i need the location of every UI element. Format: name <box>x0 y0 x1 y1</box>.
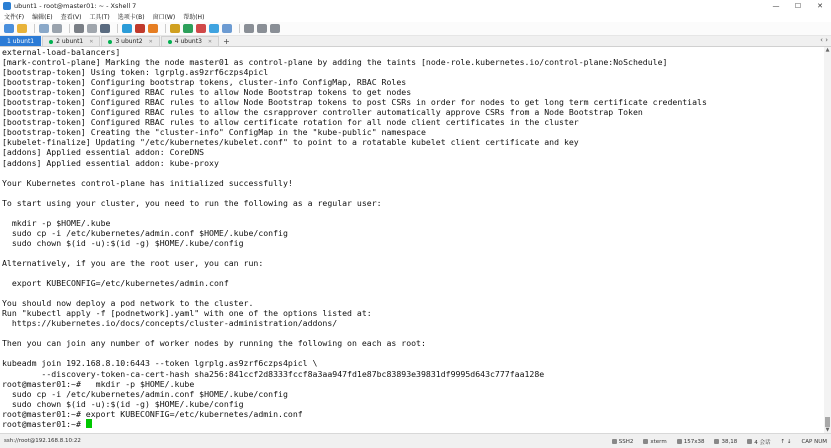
terminal-icon <box>643 439 648 444</box>
terminal-line: sudo cp -i /etc/kubernetes/admin.conf $HOME/.kube/config <box>2 388 288 399</box>
terminal-output[interactable] <box>0 47 824 433</box>
terminal-line: [bootstrap-token] Configured RBAC rules to allow Node Bootstrap tokens to post CSRs in order for nodes to get long term certificate credentials <box>2 97 707 108</box>
help-icon[interactable] <box>257 24 267 33</box>
tab-label: 2 ubunt1 <box>56 38 84 45</box>
disconnect-icon[interactable] <box>52 24 62 33</box>
terminal-line: [bootstrap-token] Using token: lgrplg.as9zrf6czps4picl <box>2 67 269 78</box>
menu-help[interactable]: 帮助(H) <box>183 14 205 21</box>
lock-icon <box>612 439 617 444</box>
color-scheme-icon[interactable] <box>148 24 158 33</box>
tab-nav-arrows-icon[interactable]: ‹ › <box>820 36 828 44</box>
minimize-button[interactable]: — <box>772 1 780 10</box>
terminal-line <box>2 328 824 338</box>
window-title: ubunt1 - root@master01: ~ - Xshell 7 <box>14 1 137 10</box>
menu-bar <box>0 11 831 22</box>
record-icon[interactable] <box>196 24 206 33</box>
terminal-line: mkdir -p $HOME/.kube <box>2 217 111 228</box>
status-right <box>602 434 827 448</box>
terminal-line: [bootstrap-token] Configured RBAC rules to allow certificate rotation for all node client certificates in the cluster <box>2 117 579 128</box>
terminal-scrollbar[interactable] <box>824 47 831 433</box>
terminal-line: sudo cp -i /etc/kubernetes/admin.conf $HOME/.kube/config <box>2 227 288 238</box>
terminal-line: [mark-control-plane] Marking the node master01 as control-plane by adding the taints [node-role.kubernetes.io/control-plane:NoSchedule] <box>2 57 668 68</box>
find-icon[interactable] <box>100 24 110 33</box>
close-button[interactable]: ✕ <box>817 1 823 10</box>
cursor-icon <box>714 439 719 444</box>
tab-ubunt2[interactable] <box>101 36 159 46</box>
terminal-line: Your Kubernetes control-plane has initialized successfully! <box>2 177 293 188</box>
add-tab-button[interactable]: + <box>223 37 230 46</box>
menu-view[interactable]: 查看(V) <box>60 14 82 21</box>
terminal-line <box>2 208 824 218</box>
tab-ubunt1-2[interactable] <box>42 36 100 46</box>
tab-label: 4 ubunt3 <box>174 38 202 45</box>
xftp-icon[interactable] <box>183 24 193 33</box>
terminal-line: Then you can join any number of worker nodes by running the following on each as root: <box>2 338 426 349</box>
connected-dot-icon <box>168 40 172 44</box>
terminal-line: [bootstrap-token] Configured RBAC rules to allow the csrapprover controller automatically approve CSRs from a Node Bootstrap Token <box>2 107 643 118</box>
terminal-line <box>2 288 824 298</box>
new-session-icon[interactable] <box>4 24 14 33</box>
cursor-position-status: 38,18 <box>714 439 737 445</box>
scroll-up-icon[interactable]: ▲ <box>825 47 830 53</box>
menu-tools[interactable]: 工具(T) <box>89 14 110 21</box>
menu-edit[interactable]: 编辑(E) <box>32 14 53 21</box>
terminal-line <box>2 188 824 198</box>
terminal-line: https://kubernetes.io/docs/concepts/cluster-administration/addons/ <box>2 318 338 329</box>
status-bar <box>0 433 831 448</box>
fullscreen-icon[interactable] <box>209 24 219 33</box>
maximize-button[interactable]: ☐ <box>794 1 802 10</box>
connection-address: ssh://root@192.168.8.10:22 <box>4 438 81 444</box>
tab-label: 3 ubunt2 <box>115 38 143 45</box>
terminal-line: [bootstrap-token] Creating the "cluster-info" ConfigMap in the "kube-public" namespace <box>2 127 426 138</box>
upload-download-icons: ↑ ↓ <box>780 438 792 445</box>
toolbar <box>0 22 831 36</box>
terminal-line <box>2 348 824 358</box>
terminal-line: Run "kubectl apply -f [podnetwork].yaml" with one of the options listed at: <box>2 308 372 319</box>
terminal-line: Alternatively, if you are the root user, you can run: <box>2 257 264 268</box>
terminal-line: sudo chown $(id -u):$(id -g) $HOME/.kube/config <box>2 237 244 248</box>
toolbar-separator <box>117 24 118 33</box>
scroll-down-icon[interactable]: ▼ <box>825 427 830 433</box>
terminal-line: To start using your cluster, you need to run the following as a regular user: <box>2 197 382 208</box>
terminal-line: export KUBECONFIG=/etc/kubernetes/admin.conf <box>2 278 229 289</box>
terminal-line <box>2 268 824 278</box>
connect-icon[interactable] <box>39 24 49 33</box>
toolbar-separator <box>34 24 35 33</box>
terminal-line: root@master01:~# export KUBECONFIG=/etc/kubernetes/admin.conf <box>2 408 303 419</box>
terminal-line: sudo chown $(id -u):$(id -g) $HOME/.kube/config <box>2 398 244 409</box>
terminal-line: kubeadm join 192.168.8.10:6443 --token lgrplg.as9zrf6czps4picl \ <box>2 358 318 369</box>
terminal-line: [bootstrap-token] Configuring bootstrap tokens, cluster-info ConfigMap, RBAC Roles <box>2 77 407 88</box>
menu-window[interactable]: 窗口(W) <box>152 14 176 21</box>
terminal-line <box>2 168 824 178</box>
toolbar-separator <box>239 24 240 33</box>
terminal-line: [addons] Applied essential addon: CoreDNS <box>2 147 205 158</box>
lock-icon[interactable] <box>170 24 180 33</box>
globe-icon[interactable] <box>122 24 132 33</box>
window-controls <box>765 0 831 11</box>
close-tab-icon[interactable]: ✕ <box>148 38 153 45</box>
terminal-line: [bootstrap-token] Configured RBAC rules to allow Node Bootstrap tokens to get nodes <box>2 87 412 98</box>
tab-label: 1 ubunt1 <box>7 38 35 45</box>
tab-ubunt3[interactable] <box>161 36 219 46</box>
tab-ubunt1-1[interactable] <box>0 36 41 46</box>
scroll-thumb[interactable] <box>825 417 830 427</box>
close-tab-icon[interactable]: ✕ <box>207 38 213 45</box>
session-tab-bar <box>0 36 831 47</box>
terminal-line <box>2 248 824 258</box>
close-tab-icon[interactable]: ✕ <box>89 38 94 45</box>
compose-icon[interactable] <box>222 24 232 33</box>
terminal-line: [addons] Applied essential addon: kube-proxy <box>2 157 219 168</box>
connected-dot-icon <box>49 40 53 44</box>
terminal-line: You should now deploy a pod network to the cluster. <box>2 298 254 309</box>
menu-tabs[interactable]: 选项卡(B) <box>117 14 145 21</box>
xshell-logo-icon <box>3 2 11 10</box>
font-icon[interactable] <box>135 24 145 33</box>
connected-dot-icon <box>108 40 112 44</box>
title-bar <box>0 0 831 11</box>
terminal-prompt-line[interactable] <box>2 419 824 429</box>
terminal-line: root@master01:~# mkdir -p $HOME/.kube <box>2 378 195 389</box>
protocol-status: SSH2 <box>612 439 634 445</box>
terminal-type-status: xterm <box>643 439 666 445</box>
terminal-line: [kubelet-finalize] Updating "/etc/kubernetes/kubelet.conf" to point to a rotatable kubelet client certificate and key <box>2 137 579 148</box>
sessions-icon <box>747 439 752 444</box>
terminal-line: external-load-balancers] <box>2 47 121 57</box>
terminal-size-status: 157x38 <box>677 439 705 445</box>
terminal-line: --discovery-token-ca-cert-hash sha256:841ccf2d8333fccf8a3aa947fd1e87bc83893e39831df9995d643c777faa128e <box>2 368 545 379</box>
layout-icon[interactable] <box>270 24 280 33</box>
toolbar-separator <box>69 24 70 33</box>
keyboard-icon[interactable] <box>244 24 254 33</box>
keyboard-lock-status: CAP NUM <box>801 438 827 445</box>
copy-icon[interactable] <box>74 24 84 33</box>
shell-prompt: root@master01:~# <box>2 418 86 429</box>
session-count-status: 4 会话 <box>747 438 770 446</box>
open-folder-icon[interactable] <box>17 24 27 33</box>
toolbar-separator <box>165 24 166 33</box>
paste-icon[interactable] <box>87 24 97 33</box>
terminal-cursor <box>86 419 92 428</box>
resize-icon <box>677 439 682 444</box>
menu-file[interactable]: 文件(F) <box>4 14 25 21</box>
